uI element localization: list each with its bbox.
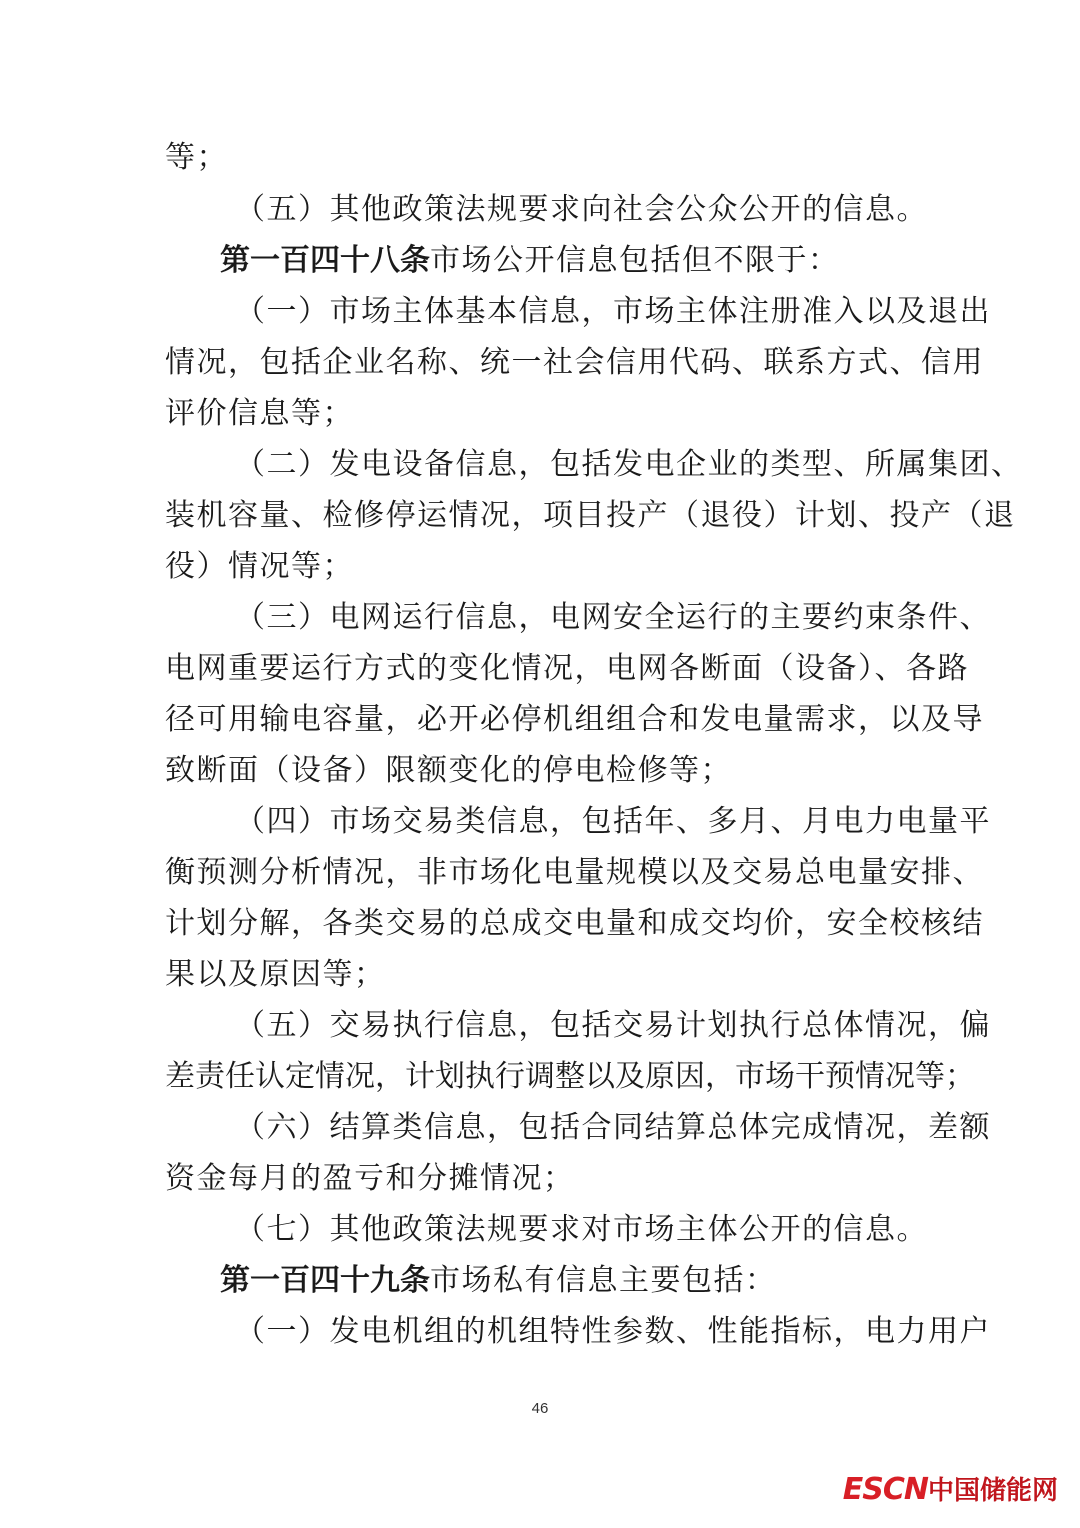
text-line: （七）其他政策法规要求对市场主体公开的信息。 [235,1212,928,1247]
article-number: 第一百四十八条 [220,243,430,278]
article-number: 第一百四十九条 [220,1263,430,1298]
text-line: 役）情况等； [165,549,354,584]
text-line: 情况，包括企业名称、统一社会信用代码、联系方式、信用 [165,345,984,380]
article-intro: 市场公开信息包括但不限于： [430,243,840,278]
watermark-latin: ESCN [842,1472,928,1507]
text-line: （二）发电设备信息，包括发电企业的类型、所属集团、 [235,447,1023,482]
text-line: 致断面（设备）限额变化的停电检修等； [165,753,732,788]
article-heading [220,1261,925,1301]
watermark-chinese: 中国储能网 [927,1476,1058,1506]
text-line: （一）发电机组的机组特性参数、性能指标，电力用户 [235,1314,991,1349]
page-number: 46 [531,1400,549,1417]
text-line: （三）电网运行信息，电网安全运行的主要约束条件、 [235,600,991,635]
text-line: 等； [165,140,228,175]
text-line: 计划分解，各类交易的总成交电量和成交均价，安全校核结 [165,906,984,941]
text-line: 差责任认定情况，计划执行调整以及原因，市场干预情况等； [165,1059,975,1094]
text-line: （一）市场主体基本信息，市场主体注册准入以及退出 [235,294,991,329]
escn-watermark-logo [843,1470,1058,1510]
text-line: （六）结算类信息，包括合同结算总体完成情况，差额 [235,1110,991,1145]
text-line: 装机容量、检修停运情况，项目投产（退役）计划、投产（退 [165,498,1016,533]
text-line: 径可用输电容量，必开必停机组组合和发电量需求，以及导 [165,702,984,737]
text-line: （四）市场交易类信息，包括年、多月、月电力电量平 [235,804,991,839]
article-intro: 市场私有信息主要包括： [430,1263,777,1298]
text-line: 衡预测分析情况，非市场化电量规模以及交易总电量安排、 [165,855,984,890]
text-line: 果以及原因等； [165,957,386,992]
text-line: 资金每月的盈亏和分摊情况； [165,1161,575,1196]
text-line: （五）交易执行信息，包括交易计划执行总体情况，偏 [235,1008,991,1043]
article-heading [220,241,925,281]
text-line: 电网重要运行方式的变化情况，电网各断面（设备）、各路 [165,651,969,686]
text-line: （五）其他政策法规要求向社会公众公开的信息。 [235,192,928,227]
text-line: 评价信息等； [165,396,354,431]
